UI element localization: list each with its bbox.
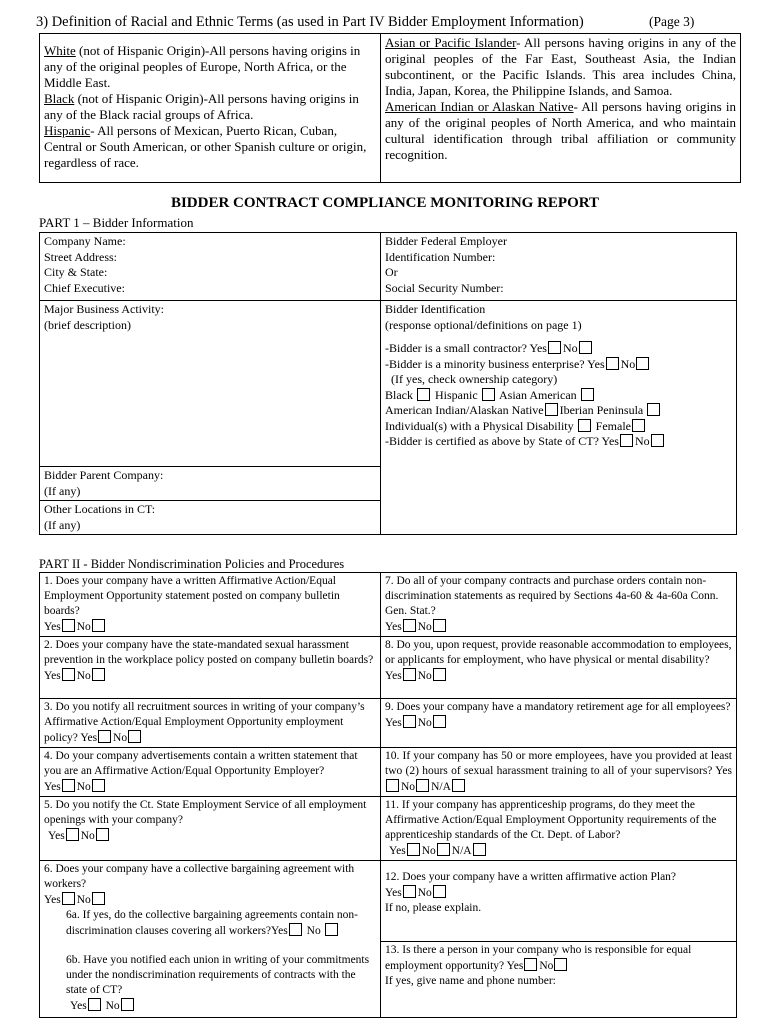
ownership-row-2: American Indian/Alaskan Native Iberian Peninsula — [385, 403, 732, 419]
definitions-table — [39, 33, 741, 183]
q2-no-checkbox[interactable] — [92, 668, 105, 681]
hispanic-checkbox[interactable] — [482, 388, 495, 401]
response-optional-label: (response optional/definitions on page 1) — [385, 317, 582, 332]
q1-yes-checkbox[interactable] — [62, 619, 75, 632]
q12-cell — [381, 861, 737, 942]
q7-no-checkbox[interactable] — [433, 619, 446, 632]
q11-yes-checkbox[interactable] — [407, 843, 420, 856]
q6b-answer: Yes No — [66, 998, 376, 1014]
bidder-info-table — [39, 232, 737, 535]
small-contractor-yes-checkbox[interactable] — [548, 341, 561, 354]
federal-employer-label: Bidder Federal Employer — [385, 234, 507, 248]
q6a-no-checkbox[interactable] — [325, 923, 338, 936]
q6b-text: 6b. Have you notified each union in writing of your commitments under the nondiscrimination requirements of contracts with the state of CT? — [66, 954, 370, 996]
major-activity-label: Major Business Activity: — [44, 302, 164, 316]
definitions-right-cell — [381, 34, 741, 183]
q13-cell — [381, 942, 737, 1018]
ownership-row-1: Black Hispanic Asian American — [385, 388, 732, 404]
q2-answer: Yes No — [44, 668, 376, 684]
or-label: Or — [385, 265, 398, 279]
definition-native: American Indian or Alaskan Native- All persons having origins in any of the original peoples of North America, and who maintain cultural identification through tribal affiliation or community recognition. — [385, 99, 736, 162]
q6-answer: Yes No — [44, 892, 376, 908]
q9-yes-checkbox[interactable] — [403, 715, 416, 728]
q1-text: 1. Does your company have a written Affirmative Action/Equal Employment Opportunity statement posted on company bulletin boards? — [44, 575, 340, 617]
q4-cell — [40, 748, 381, 797]
q10-yes-checkbox[interactable] — [386, 779, 399, 792]
q7-answer: Yes No — [385, 619, 732, 635]
definition-hispanic: Hispanic- All persons of Mexican, Puerto Rican, Cuban, Central or South American, or other Spanish culture or origin, regardless of race. — [44, 123, 367, 170]
ownership-row-3: Individual(s) with a Physical Disability Female — [385, 419, 732, 435]
locations-if-any-label: (If any) — [44, 517, 81, 532]
q9-answer: Yes No — [385, 715, 732, 731]
parent-if-any-label: (If any) — [44, 483, 81, 498]
q4-yes-checkbox[interactable] — [62, 779, 75, 792]
asian-american-checkbox[interactable] — [581, 388, 594, 401]
q12-explain-label: If no, please explain. — [385, 902, 482, 914]
q1-answer: Yes No — [44, 619, 376, 635]
definitions-heading — [36, 14, 736, 31]
brief-description-label: (brief description) — [44, 317, 131, 332]
q6-no-checkbox[interactable] — [92, 892, 105, 905]
q12-yes-checkbox[interactable] — [403, 885, 416, 898]
bidder-identification-cell — [381, 301, 737, 535]
q6a-yes-checkbox[interactable] — [289, 923, 302, 936]
city-state-label: City & State: — [44, 265, 108, 279]
major-activity-cell — [40, 301, 381, 467]
company-name-label: Company Name: — [44, 234, 126, 248]
q5-answer: Yes No — [44, 828, 376, 844]
q13-name-label: If yes, give name and phone number: — [385, 975, 556, 987]
chief-executive-label: Chief Executive: — [44, 280, 125, 295]
q13-no-checkbox[interactable] — [554, 958, 567, 971]
q10-text: 10. If your company has 50 or more employees, have you provided at least two (2) hours of sexual harassment training to all of your supervisors? — [385, 750, 732, 777]
q11-cell — [381, 797, 737, 861]
q13-yes-checkbox[interactable] — [524, 958, 537, 971]
company-address-cell — [40, 233, 381, 301]
q8-no-checkbox[interactable] — [433, 668, 446, 681]
report-title: BIDDER CONTRACT COMPLIANCE MONITORING REPORT — [170, 195, 600, 211]
q10-na-checkbox[interactable] — [452, 779, 465, 792]
q9-text: 9. Does your company have a mandatory retirement age for all employees? — [385, 701, 731, 713]
other-locations-cell — [40, 501, 381, 535]
certified-no-checkbox[interactable] — [651, 434, 664, 447]
small-contractor-question: -Bidder is a small contractor? Yes No — [385, 341, 732, 357]
american-indian-checkbox[interactable] — [545, 403, 558, 416]
q12-text: 12. Does your company have a written affirmative action Plan? — [385, 871, 677, 883]
definition-asian: Asian or Pacific Islander- All persons having origins in any of the original peoples of the Far East, Southeast Asia, the Indian subcontinent, or the Pacific Islands. This area includes China, India, Japan, Korea, the Philippine Islands, and Samoa. — [385, 35, 736, 98]
definitions-heading-text: 3) Definition of Racial and Ethnic Terms (as used in Part IV Bidder Employment Information) — [36, 14, 584, 30]
q10-cell: 10. If your company has 50 or more employees, have you provided at least two (2) hours of sexual harassment training to all of your supervisors? YesNo N/A — [381, 748, 737, 797]
q4-no-checkbox[interactable] — [92, 779, 105, 792]
q12-answer: Yes No — [385, 885, 732, 901]
q5-cell — [40, 797, 381, 861]
q9-cell — [381, 699, 737, 748]
q8-cell — [381, 637, 737, 699]
minority-enterprise-question: -Bidder is a minority business enterprise? Yes No — [385, 357, 732, 373]
q5-yes-checkbox[interactable] — [66, 828, 79, 841]
q6-yes-checkbox[interactable] — [62, 892, 75, 905]
q6-text: 6. Does your company have a collective bargaining agreement with workers? — [44, 863, 355, 890]
ssn-label: Social Security Number: — [385, 280, 504, 295]
part2-heading: PART II - Bidder Nondiscrimination Policies and Procedures — [39, 557, 345, 571]
definition-black: Black (not of Hispanic Origin)-All persons having origins in any of the Black racial groups of Africa. — [44, 91, 359, 122]
q10-no-checkbox[interactable] — [416, 779, 429, 792]
q7-cell — [381, 573, 737, 637]
certified-yes-checkbox[interactable] — [620, 434, 633, 447]
q7-text: 7. Do all of your company contracts and purchase orders contain non-discrimination statements as required by Sections 4a-60 & 4a-60a Conn. Gen. Stat.? — [385, 575, 719, 617]
minority-no-checkbox[interactable] — [636, 357, 649, 370]
q11-answer: Yes No N/A — [385, 843, 732, 859]
q3-text: 3. Do you notify all recruitment sources in writing of your company’s Affirmative Action/Equal Employment Opportunity employment policy? — [44, 701, 365, 744]
q4-answer: Yes No — [44, 779, 376, 795]
parent-company-label: Bidder Parent Company: — [44, 468, 164, 482]
q6b-yes-checkbox[interactable] — [88, 998, 101, 1011]
street-address-label: Street Address: — [44, 249, 117, 264]
q3-no-checkbox[interactable] — [128, 730, 141, 743]
definitions-left-cell — [40, 34, 381, 183]
q13-text: 13. Is there a person in your company who is responsible for equal employment opportunity? Yes No — [385, 944, 692, 972]
disability-checkbox[interactable] — [578, 419, 591, 432]
certified-question: -Bidder is certified as above by State of CT? Yes No — [385, 434, 732, 450]
part1-heading: PART 1 – Bidder Information — [39, 215, 194, 230]
nondiscrimination-table — [39, 572, 737, 1018]
q1-no-checkbox[interactable] — [92, 619, 105, 632]
ownership-category-note: (If yes, check ownership category) — [391, 372, 558, 386]
federal-id-cell — [381, 233, 737, 301]
q9-no-checkbox[interactable] — [433, 715, 446, 728]
q6b-block — [44, 953, 376, 1014]
other-locations-label: Other Locations in CT: — [44, 502, 156, 516]
q2-text: 2. Does your company have the state-mandated sexual harassment prevention in the workplace policy posted on company bulletin boards? — [44, 639, 374, 666]
definition-white: White (not of Hispanic Origin)-All persons having origins in any of the original peoples of Europe, North Africa, or the Middle East. — [44, 43, 361, 90]
q4-text: 4. Do your company advertisements contain a written statement that you are an Affirmative Action/Equal Opportunity Employer? — [44, 750, 358, 777]
parent-company-cell — [40, 467, 381, 501]
q2-yes-checkbox[interactable] — [62, 668, 75, 681]
q6a-text: 6a. If yes, do the collective bargaining agreements contain non-discrimination clauses covering all workers? — [66, 909, 358, 937]
q11-no-checkbox[interactable] — [437, 843, 450, 856]
female-checkbox[interactable] — [632, 419, 645, 432]
q3-cell: 3. Do you notify all recruitment sources in writing of your company’s Affirmative Action/Equal Employment Opportunity employment policy? Yes No — [40, 699, 381, 748]
q11-na-checkbox[interactable] — [473, 843, 486, 856]
q12-no-checkbox[interactable] — [433, 885, 446, 898]
q8-answer: Yes No — [385, 668, 732, 684]
q1-cell — [40, 573, 381, 637]
bidder-identification-label: Bidder Identification — [385, 302, 486, 316]
q3-yes-checkbox[interactable] — [98, 730, 111, 743]
q7-yes-checkbox[interactable] — [403, 619, 416, 632]
identification-number-label: Identification Number: — [385, 249, 496, 264]
q5-no-checkbox[interactable] — [96, 828, 109, 841]
iberian-checkbox[interactable] — [647, 403, 660, 416]
q11-text: 11. If your company has apprenticeship programs, do they meet the Affirmative Action/Equal Employment Opportunity requirements of the apprenticeship standards of the Ct. Dept. of Labor? — [385, 799, 717, 841]
black-checkbox[interactable] — [417, 388, 430, 401]
q6b-no-checkbox[interactable] — [121, 998, 134, 1011]
page-reference: (Page 3) — [649, 14, 695, 29]
minority-yes-checkbox[interactable] — [606, 357, 619, 370]
q5-text: 5. Do you notify the Ct. State Employment Service of all employment openings with your company? — [44, 799, 367, 826]
q2-cell — [40, 637, 381, 699]
q6a-block: 6a. If yes, do the collective bargaining agreements contain non-discrimination clauses covering all workers?Yes No — [66, 909, 358, 937]
small-contractor-no-checkbox[interactable] — [579, 341, 592, 354]
q8-yes-checkbox[interactable] — [403, 668, 416, 681]
q6-cell — [40, 861, 381, 1018]
q8-text: 8. Do you, upon request, provide reasonable accommodation to employees, or applicants for employment, who have physical or mental disability? — [385, 639, 732, 666]
